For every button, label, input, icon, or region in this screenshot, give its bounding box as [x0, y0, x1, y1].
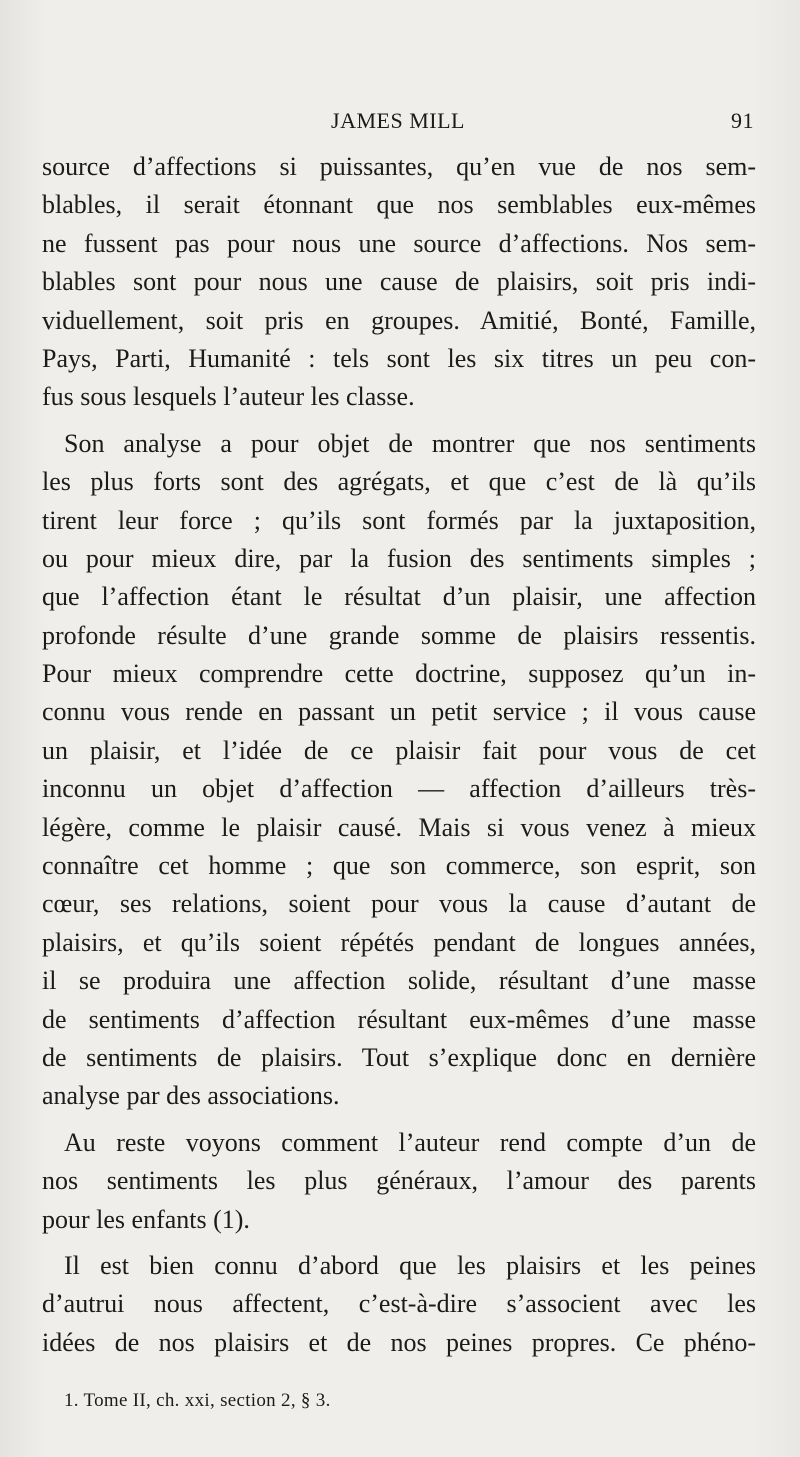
- text-line: un plaisir, et l’idée de ce plaisir fait pour vous de cet: [42, 735, 756, 765]
- paragraph-1: [42, 148, 756, 417]
- text-line: pour les enfants (1).: [42, 1204, 250, 1234]
- text-line: Il est bien connu d’abord que les plaisirs et les peines: [64, 1250, 756, 1280]
- paragraph-2: [42, 425, 756, 1116]
- text-line: légère, comme le plaisir causé. Mais si vous venez à mieux: [42, 812, 756, 842]
- text-line: viduellement, soit pris en groupes. Amitié, Bonté, Famille,: [42, 305, 756, 335]
- text-line: ou pour mieux dire, par la fusion des sentiments simples ;: [42, 543, 756, 573]
- text-line: tirent leur force ; qu’ils sont formés par la juxtaposition,: [42, 505, 756, 535]
- running-head: [42, 104, 754, 138]
- text-line: cœur, ses relations, soient pour vous la cause d’autant de: [42, 889, 756, 919]
- text-line: analyse par des associations.: [42, 1081, 340, 1111]
- text-line: d’autrui nous affectent, c’est-à-dire s’associent avec les: [42, 1289, 756, 1319]
- text-line: source d’affections si puissantes, qu’en vue de nos sem-: [42, 152, 756, 181]
- body-text: [42, 148, 756, 1362]
- running-title: JAMES MILL: [331, 108, 465, 133]
- page-number: 91: [731, 108, 754, 133]
- text-line: Pour mieux comprendre cette doctrine, supposez qu’un in-: [42, 659, 756, 689]
- paragraph-4: [42, 1247, 756, 1362]
- text-line: que l’affection étant le résultat d’un plaisir, une affection: [42, 582, 756, 612]
- text-line: inconnu un objet d’affection — affection d’ailleurs très-: [42, 774, 756, 804]
- text-line: ne fussent pas pour nous une source d’affections. Nos sem-: [42, 228, 756, 258]
- text-line: fus sous lesquels l’auteur les classe.: [42, 382, 415, 412]
- text-line: de sentiments d’affection résultant eux-mêmes d’une masse: [42, 1004, 756, 1034]
- text-line: profonde résulte d’une grande somme de plaisirs ressentis.: [42, 620, 756, 650]
- text-line: de sentiments de plaisirs. Tout s’explique donc en dernière: [42, 1042, 756, 1072]
- footnote: 1. Tome II, ch. xxi, section 2, § 3.: [64, 1390, 331, 1411]
- text-line: nos sentiments les plus généraux, l’amour des parents: [42, 1166, 756, 1196]
- text-line: les plus forts sont des agrégats, et que c’est de là qu’ils: [42, 467, 756, 497]
- text-line: blables sont pour nous une cause de plaisirs, soit pris indi-: [42, 267, 756, 297]
- text-line: idées de nos plaisirs et de nos peines propres. Ce phéno-: [42, 1327, 756, 1357]
- text-line: connu vous rende en passant un petit service ; il vous cause: [42, 697, 756, 727]
- text-line: il se produira une affection solide, résultant d’une masse: [42, 966, 756, 996]
- text-line: blables, il serait étonnant que nos semblables eux-mêmes: [42, 190, 756, 220]
- paragraph-3: [42, 1124, 756, 1239]
- text-line: plaisirs, et qu’ils soient répétés pendant de longues années,: [42, 927, 756, 957]
- text-line: Au reste voyons comment l’auteur rend compte d’un de: [64, 1127, 756, 1157]
- text-line: Pays, Parti, Humanité : tels sont les six titres un peu con-: [42, 343, 756, 373]
- text-line: Son analyse a pour objet de montrer que nos sentiments: [64, 428, 756, 458]
- text-line: connaître cet homme ; que son commerce, son esprit, son: [42, 851, 756, 881]
